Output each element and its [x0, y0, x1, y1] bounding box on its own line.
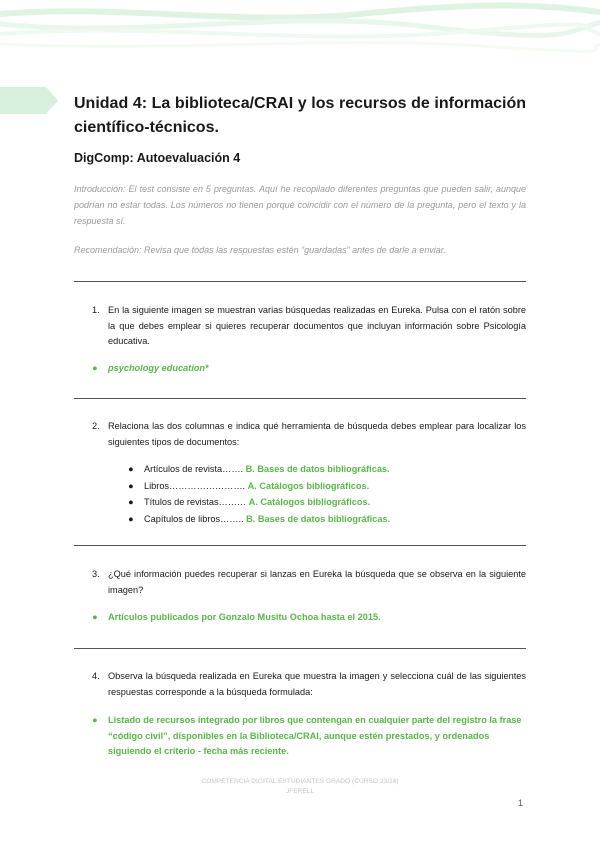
question-number: 2. [92, 421, 100, 431]
question-number: 1. [92, 305, 100, 315]
answer-4 [92, 713, 526, 760]
question-3 [92, 567, 526, 598]
question-number: 3. [92, 569, 100, 579]
list-item [128, 511, 518, 528]
section-tab-arrow [0, 87, 58, 114]
item-label: Libros……………………. [144, 480, 248, 491]
item-answer: A. Catálogos bibliográficos. [248, 497, 371, 507]
item-answer: B. Bases de datos bibliográficas. [246, 513, 391, 524]
answer-text: Listado de recursos integrado por libros que contengan en cualquier parte del registro la frase “código civil”, disponibles en la Biblioteca/CRAI, aunque estén prestados, y ordenados siguiendo el criterio - fecha más reciente. [108, 715, 522, 756]
list-item [128, 494, 518, 511]
question-text: En la siguiente imagen se muestran varias búsquedas realizadas en Eureka. Pulsa con el ratón sobre la que debes emplear si quieres recuperar documentos que incluyan información sobre Psicología educativa. [108, 305, 526, 346]
question-text: Observa la búsqueda realizada en Eureka que muestra la imagen y selecciona cuál de las siguientes respuestas corresponde a la búsqueda formulada: [108, 671, 526, 697]
matching-list [128, 461, 518, 527]
question-1 [92, 303, 526, 350]
question-text: Relaciona las dos columnas e indica qué herramienta de búsqueda debes emplear para localizar los siguientes tipos de documentos: [108, 421, 526, 447]
bullet-icon: ● [128, 464, 134, 474]
footer-course: COMPETENCIA DIGITAL ESTUDIANTES GRADO (CURSO 23/24) [201, 778, 399, 785]
intro-paragraph: Introducción: El test consiste en 5 preguntas. Aquí he recopilado diferentes preguntas que pueden salir, aunque podrían no estar todas. Los números no tienen porqué coincidir con el número de la pregunta, pero el texto y la respuesta sí. [74, 184, 526, 226]
recommendation-paragraph: Recomendación: Revisa que todas las respuestas estén “guardadas” antes de darle a enviar. [74, 245, 446, 255]
page-number: 1 [518, 798, 524, 808]
question-2 [92, 419, 526, 450]
answer-text: Artículos publicados por Gonzalo Musitu Ochoa hasta el 2015. [108, 612, 381, 622]
divider [74, 545, 526, 546]
question-4 [92, 669, 526, 700]
answer-text: psychology education* [108, 363, 209, 373]
question-number: 4. [92, 671, 100, 681]
header-wave-decoration [0, 0, 600, 60]
bullet-icon: ● [128, 497, 134, 507]
bullet-icon: ● [92, 715, 98, 725]
page-subtitle: DigComp: Autoevaluación 4 [74, 151, 241, 165]
divider [74, 281, 526, 282]
item-answer: A. Catálogos bibliográficos. [247, 480, 370, 491]
item-label: Títulos de revistas……… [144, 497, 249, 507]
bullet-icon: ● [92, 612, 98, 622]
list-item [128, 461, 518, 478]
divider [74, 648, 526, 649]
answer-1 [92, 361, 526, 377]
list-item [128, 478, 518, 495]
footer-author: JFERELL [285, 788, 315, 795]
answer-3 [92, 610, 526, 626]
item-label: Artículos de revista……. [144, 464, 246, 474]
question-text: ¿Qué información puedes recuperar si lanzas en Eureka la búsqueda que se observa en la siguiente imagen? [108, 569, 526, 595]
bullet-icon: ● [128, 480, 134, 491]
divider [74, 398, 526, 399]
bullet-icon: ● [92, 363, 98, 373]
item-answer: B. Bases de datos bibliográficas. [245, 464, 390, 474]
page-title: Unidad 4: La biblioteca/CRAI y los recursos de información científico-técnicos. [74, 95, 526, 136]
bullet-icon: ● [128, 513, 134, 524]
item-label: Capítulos de libros…….. [144, 513, 247, 524]
